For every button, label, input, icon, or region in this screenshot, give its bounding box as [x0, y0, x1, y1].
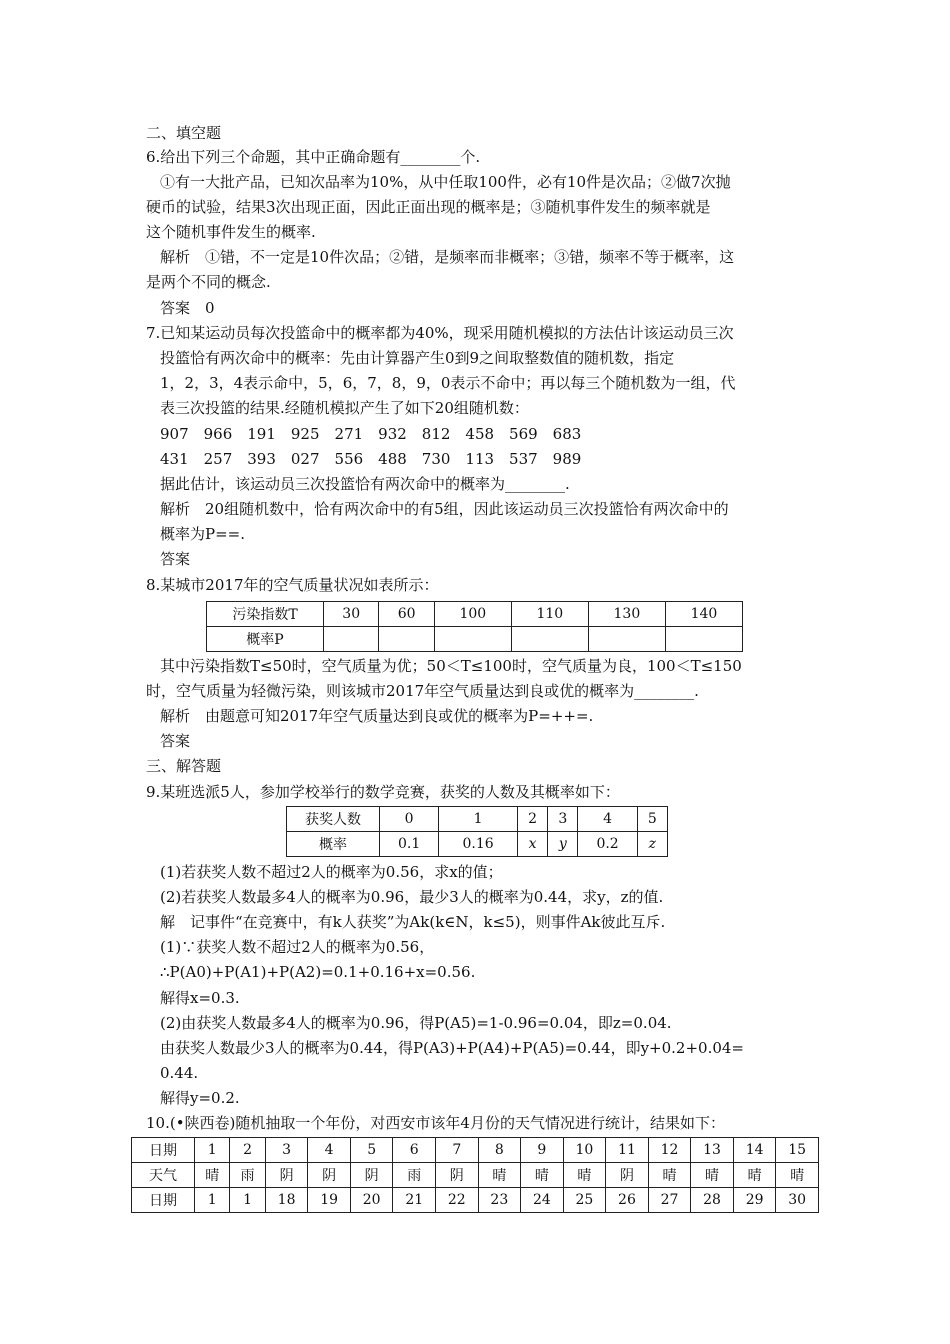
- table-header-cell: 概率: [287, 832, 380, 857]
- table-cell: 130: [588, 602, 665, 627]
- table-cell: 28: [691, 1188, 734, 1213]
- q7-stem: 7.已知某运动员每次投篮命中的概率都为40%，现采用随机模拟的方法估计该运动员三次: [146, 324, 734, 342]
- table-cell: 晴: [776, 1163, 819, 1188]
- q6-line: 硬币的试验，结果3次出现正面，因此正面出现的概率是；③随机事件发生的频率就是: [146, 198, 711, 216]
- section-heading-solve: 三、解答题: [146, 757, 222, 775]
- table-cell: [588, 627, 665, 652]
- table-cell: 晴: [691, 1163, 734, 1188]
- q7-random-numbers: 431 257 393 027 556 488 730 113 537 989: [160, 450, 582, 468]
- table-cell: [324, 627, 379, 652]
- table-cell: 阴: [308, 1163, 351, 1188]
- q7-answer: 答案: [160, 550, 191, 568]
- table-cell: 1: [195, 1138, 230, 1163]
- q6-analysis: 解析 ①错，不一定是10件次品；②错，是频率而非概率；③错，频率不等于概率，这: [160, 248, 735, 266]
- table-cell: 140: [665, 602, 742, 627]
- table-cell: 9: [521, 1138, 564, 1163]
- table-cell: 7: [436, 1138, 479, 1163]
- table-cell: 10: [563, 1138, 606, 1163]
- table-header-cell: 概率P: [207, 627, 324, 652]
- table-cell: 27: [648, 1188, 691, 1213]
- table-header-cell: 获奖人数: [287, 807, 380, 832]
- q10-weather-table: [131, 1137, 819, 1213]
- table-cell: 30: [324, 602, 379, 627]
- table-cell: 60: [379, 602, 434, 627]
- q9-solution: 解 记事件“在竞赛中，有k人获奖”为Ak(k∈N，k≤5)，则事件Ak彼此互斥.: [160, 913, 666, 931]
- table-cell: 8: [478, 1138, 521, 1163]
- table-cell: 1: [195, 1188, 230, 1213]
- table-cell: 雨: [393, 1163, 436, 1188]
- q7-random-numbers: 907 966 191 925 271 932 812 458 569 683: [160, 425, 582, 443]
- table-cell: 30: [776, 1188, 819, 1213]
- table-cell: 21: [393, 1188, 436, 1213]
- table-header-cell: 污染指数T: [207, 602, 324, 627]
- q6-stem: 6.给出下列三个命题，其中正确命题有________个.: [146, 148, 481, 166]
- table-cell: 0.2: [578, 832, 637, 857]
- table-row: [207, 627, 743, 652]
- table-cell: 3: [548, 807, 578, 832]
- table-row: [132, 1163, 819, 1188]
- q9-solution: 0.44.: [160, 1064, 199, 1082]
- table-cell: 晴: [478, 1163, 521, 1188]
- table-header-cell: 天气: [132, 1163, 195, 1188]
- table-cell: [665, 627, 742, 652]
- table-cell: 阴: [436, 1163, 479, 1188]
- q6-analysis: 是两个不同的概念.: [146, 273, 271, 291]
- q8-stem: 8.某城市2017年的空气质量状况如表所示：: [146, 576, 439, 594]
- section-heading-fill-blank: 二、填空题: [146, 124, 222, 142]
- table-cell: 14: [733, 1138, 776, 1163]
- table-header-cell: 日期: [132, 1188, 195, 1213]
- q8-air-quality-table: [206, 601, 743, 652]
- q7-analysis: 解析 20组随机数中，恰有两次命中的有5组，因此该运动员三次投篮恰有两次命中的: [160, 500, 729, 518]
- q8-line: 时，空气质量为轻微污染，则该城市2017年空气质量达到良或优的概率为________.: [146, 682, 699, 700]
- q9-solution: 解得x=0.3.: [160, 989, 240, 1007]
- table-cell: 5: [637, 807, 667, 832]
- table-cell: 25: [563, 1188, 606, 1213]
- q9-part2: (2)若获奖人数最多4人的概率为0.96，最少3人的概率为0.44，求y，z的值.: [160, 888, 664, 906]
- q10-stem: 10.(•陕西卷)随机抽取一个年份，对西安市该年4月份的天气情况进行统计，结果如下：: [146, 1114, 725, 1132]
- q9-solution: (2)由获奖人数最多4人的概率为0.96，得P(A5)=1-0.96=0.04，即z=0.04.: [160, 1014, 672, 1032]
- table-cell: 0.1: [380, 832, 439, 857]
- q7-analysis: 概率为P==.: [160, 525, 245, 543]
- q7-line: 投篮恰有两次命中的概率：先由计算器产生0到9之间取整数值的随机数，指定: [160, 349, 675, 367]
- table-cell: y: [548, 832, 578, 857]
- table-row: [132, 1138, 819, 1163]
- table-cell: 阴: [350, 1163, 393, 1188]
- table-cell: 雨: [230, 1163, 265, 1188]
- table-cell: 2: [230, 1138, 265, 1163]
- table-cell: 0: [380, 807, 439, 832]
- table-cell: z: [637, 832, 667, 857]
- q7-question: 据此估计，该运动员三次投篮恰有两次命中的概率为________.: [160, 475, 570, 493]
- table-cell: 29: [733, 1188, 776, 1213]
- table-row: [207, 602, 743, 627]
- q9-solution: 解得y=0.2.: [160, 1089, 240, 1107]
- table-cell: 4: [308, 1138, 351, 1163]
- table-cell: 3: [265, 1138, 308, 1163]
- table-cell: 24: [521, 1188, 564, 1213]
- table-cell: 晴: [563, 1163, 606, 1188]
- table-cell: 1: [439, 807, 518, 832]
- table-cell: 26: [606, 1188, 649, 1213]
- table-row: [287, 807, 668, 832]
- table-cell: 晴: [733, 1163, 776, 1188]
- table-cell: 0.16: [439, 832, 518, 857]
- table-cell: [511, 627, 588, 652]
- table-cell: 1: [230, 1188, 265, 1213]
- table-cell: 6: [393, 1138, 436, 1163]
- table-row: [287, 832, 668, 857]
- q9-solution: 由获奖人数最少3人的概率为0.44，得P(A3)+P(A4)+P(A5)=0.44，即y+0.2+0.04=: [160, 1039, 744, 1057]
- table-cell: 4: [578, 807, 637, 832]
- table-cell: 20: [350, 1188, 393, 1213]
- table-cell: 阴: [265, 1163, 308, 1188]
- q9-award-table: [286, 806, 668, 857]
- table-cell: 晴: [521, 1163, 564, 1188]
- table-cell: 13: [691, 1138, 734, 1163]
- q7-line: 表三次投篮的结果.经随机模拟产生了如下20组随机数：: [160, 399, 529, 417]
- q8-line: 其中污染指数T≤50时，空气质量为优；50＜T≤100时，空气质量为良，100＜T≤150: [160, 657, 742, 675]
- q9-stem: 9.某班选派5人，参加学校举行的数学竞赛，获奖的人数及其概率如下：: [146, 783, 620, 801]
- table-cell: 晴: [648, 1163, 691, 1188]
- table-cell: 100: [434, 602, 511, 627]
- table-cell: 5: [350, 1138, 393, 1163]
- table-cell: [379, 627, 434, 652]
- q6-answer: 答案 0: [160, 299, 215, 317]
- table-cell: x: [517, 832, 547, 857]
- table-cell: 23: [478, 1188, 521, 1213]
- table-cell: 晴: [195, 1163, 230, 1188]
- table-header-cell: 日期: [132, 1138, 195, 1163]
- table-cell: 19: [308, 1188, 351, 1213]
- q7-line: 1，2，3，4表示命中，5，6，7，8，9，0表示不命中；再以每三个随机数为一组，代: [160, 374, 736, 392]
- table-cell: 12: [648, 1138, 691, 1163]
- table-cell: 2: [517, 807, 547, 832]
- q6-line: ①有一大批产品，已知次品率为10%，从中任取100件，必有10件是次品；②做7次抛: [160, 173, 731, 191]
- q6-line: 这个随机事件发生的概率.: [146, 223, 316, 241]
- table-cell: 11: [606, 1138, 649, 1163]
- table-row: [132, 1188, 819, 1213]
- table-cell: [434, 627, 511, 652]
- table-cell: 110: [511, 602, 588, 627]
- table-cell: 阴: [606, 1163, 649, 1188]
- q8-analysis: 解析 由题意可知2017年空气质量达到良或优的概率为P=++=.: [160, 707, 594, 725]
- table-cell: 15: [776, 1138, 819, 1163]
- q9-solution: ∴P(A0)+P(A1)+P(A2)=0.1+0.16+x=0.56.: [160, 963, 476, 981]
- q8-answer: 答案: [160, 732, 191, 750]
- table-cell: 22: [436, 1188, 479, 1213]
- q9-solution: (1)∵获奖人数不超过2人的概率为0.56，: [160, 938, 435, 956]
- table-cell: 18: [265, 1188, 308, 1213]
- q9-part1: (1)若获奖人数不超过2人的概率为0.56，求x的值；: [160, 863, 503, 881]
